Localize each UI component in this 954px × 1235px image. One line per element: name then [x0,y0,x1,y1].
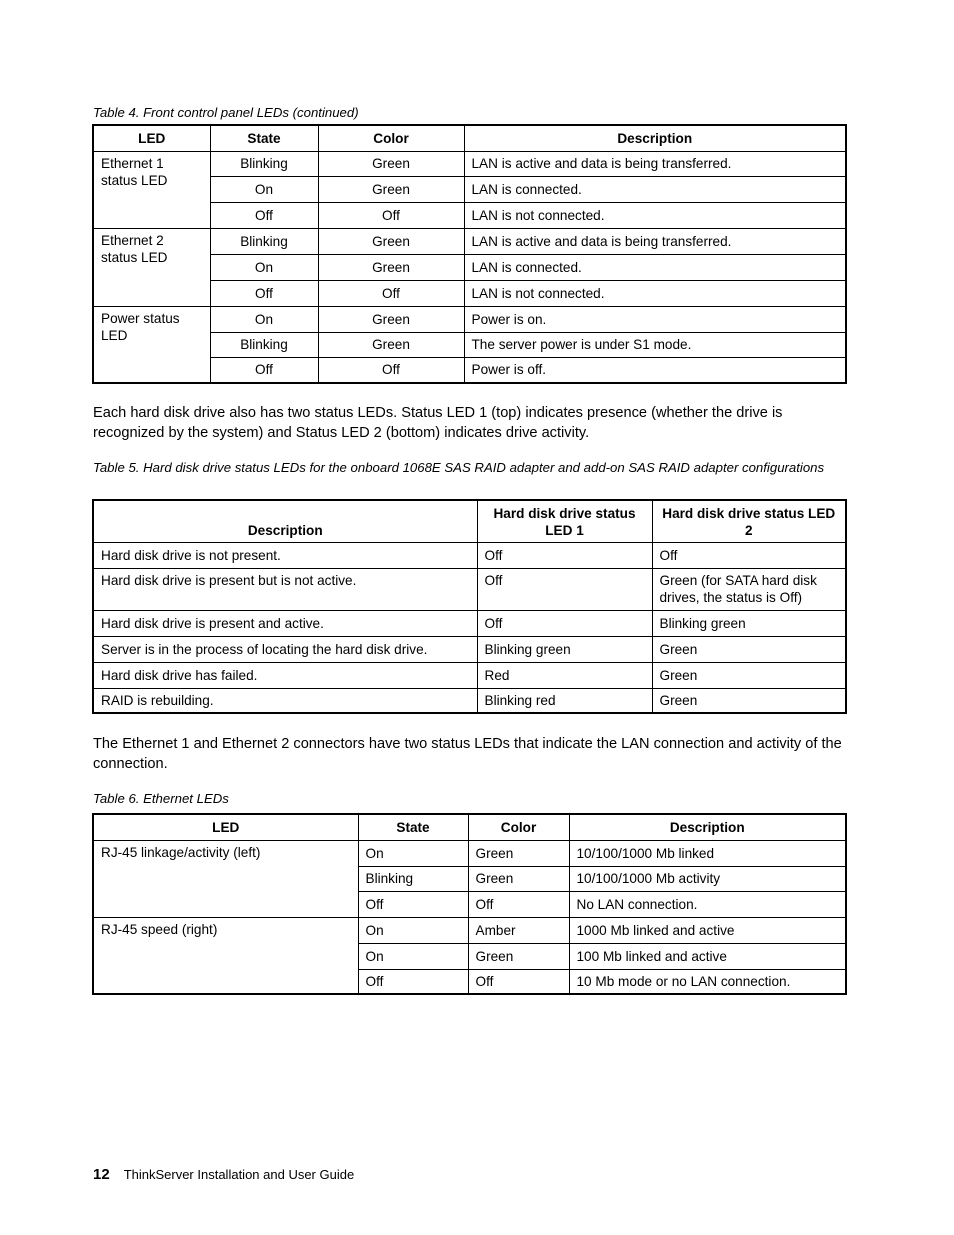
table4-state-cell: Blinking [210,228,318,254]
table6-description-cell: 10 Mb mode or no LAN connection. [569,969,846,994]
table4-state-cell: On [210,254,318,280]
table-row [93,636,846,662]
table4-color-cell: Off [318,280,464,306]
document-title: ThinkServer Installation and User Guide [123,1167,355,1182]
table4-color-cell: Green [318,254,464,280]
table5 [92,499,847,714]
table5-description-cell: RAID is rebuilding. [93,688,477,713]
table6-description-cell: 10/100/1000 Mb linked [569,840,846,866]
table5-description-cell: Hard disk drive is not present. [93,542,477,568]
table4-color-cell: Green [318,332,464,357]
table6-state-cell: On [358,917,468,943]
table6-color-cell: Amber [468,917,569,943]
table5-description-cell: Hard disk drive is present but is not active. [93,568,477,610]
table6-header-state: State [358,814,468,840]
table-row [93,568,846,610]
table6-state-cell: Blinking [358,866,468,891]
table4-description-cell: LAN is not connected. [464,202,846,228]
table4-led-cell: Ethernet 2 status LED [93,228,210,306]
table6-color-cell: Off [468,891,569,917]
table4-caption: Table 4. Front control panel LEDs (continued) [93,105,359,120]
table4-led-cell: Ethernet 1 status LED [93,151,210,228]
table4-header-color: Color [318,125,464,151]
table5-description-cell: Server is in the process of locating the hard disk drive. [93,636,477,662]
table6-led-cell: RJ-45 speed (right) [93,917,358,994]
table6 [92,813,847,995]
table5-led2-cell: Green (for SATA hard disk drives, the status is Off) [652,568,846,610]
table5-led1-cell: Off [477,542,652,568]
table5-led1-cell: Blinking green [477,636,652,662]
table4-header-description: Description [464,125,846,151]
table4-description-cell: LAN is connected. [464,254,846,280]
table4-state-cell: Blinking [210,332,318,357]
table4-color-cell: Green [318,228,464,254]
table6-color-cell: Off [468,969,569,994]
table6-color-cell: Green [468,866,569,891]
table6-description-cell: 1000 Mb linked and active [569,917,846,943]
body-paragraph: Each hard disk drive also has two status LEDs. Status LED 1 (top) indicates presence (whether the drive is recognized by the system) and Status LED 2 (bottom) indicates drive activity. [93,405,783,441]
table4-led-cell: Power status LED [93,306,210,383]
table6-state-cell: Off [358,969,468,994]
table-row [93,917,846,943]
table5-header-description: Description [93,500,477,542]
table4-description-cell: Power is off. [464,357,846,383]
table4-state-cell: On [210,306,318,332]
table5-led1-cell: Off [477,568,652,610]
table4-state-cell: Off [210,280,318,306]
table4-header-led: LED [93,125,210,151]
table-row [93,306,846,332]
table6-led-cell: RJ-45 linkage/activity (left) [93,840,358,917]
table6-state-cell: On [358,840,468,866]
table4-color-cell: Off [318,357,464,383]
table6-header-description: Description [569,814,846,840]
table5-description-cell: Hard disk drive is present and active. [93,610,477,636]
table5-led1-cell: Off [477,610,652,636]
table6-description-cell: No LAN connection. [569,891,846,917]
table5-led2-cell: Off [652,542,846,568]
table4-description-cell: LAN is active and data is being transferred. [464,151,846,176]
table5-description-cell: Hard disk drive has failed. [93,662,477,688]
table4-color-cell: Green [318,176,464,202]
table5-led2-cell: Green [652,688,846,713]
table6-color-cell: Green [468,943,569,969]
table4-state-cell: Blinking [210,151,318,176]
table4-description-cell: The server power is under S1 mode. [464,332,846,357]
table5-led2-cell: Green [652,636,846,662]
table5-caption: Table 5. Hard disk drive status LEDs for the onboard 1068E SAS RAID adapter and add-on SAS RAID adapter configurations [93,460,825,475]
table6-header-color: Color [468,814,569,840]
table-row [93,542,846,568]
table6-description-cell: 10/100/1000 Mb activity [569,866,846,891]
table4-description-cell: LAN is connected. [464,176,846,202]
table-row [93,151,846,176]
table5-led2-cell: Green [652,662,846,688]
table4-description-cell: LAN is active and data is being transferred. [464,228,846,254]
table-row [93,662,846,688]
table4-color-cell: Off [318,202,464,228]
table6-caption: Table 6. Ethernet LEDs [93,791,229,806]
table5-header-led2: Hard disk drive status LED 2 [652,500,846,542]
page-number: 12 [93,1166,110,1183]
table4-description-cell: Power is on. [464,306,846,332]
page-footer [93,1166,354,1184]
table6-color-cell: Green [468,840,569,866]
table4-color-cell: Green [318,151,464,176]
table-row [93,228,846,254]
table4-state-cell: Off [210,357,318,383]
table4-color-cell: Green [318,306,464,332]
body-paragraph: The Ethernet 1 and Ethernet 2 connectors have two status LEDs that indicate the LAN connection and activity of the connection. [93,736,842,772]
table5-led2-cell: Blinking green [652,610,846,636]
table6-state-cell: Off [358,891,468,917]
table5-led1-cell: Red [477,662,652,688]
table4-state-cell: On [210,176,318,202]
table4 [92,124,847,384]
table6-description-cell: 100 Mb linked and active [569,943,846,969]
table5-header-led1: Hard disk drive status LED 1 [477,500,652,542]
table5-led1-cell: Blinking red [477,688,652,713]
table-row [93,840,846,866]
table-row [93,610,846,636]
table4-description-cell: LAN is not connected. [464,280,846,306]
table-row [93,688,846,713]
table4-header-state: State [210,125,318,151]
table6-state-cell: On [358,943,468,969]
table6-header-led: LED [93,814,358,840]
table4-state-cell: Off [210,202,318,228]
